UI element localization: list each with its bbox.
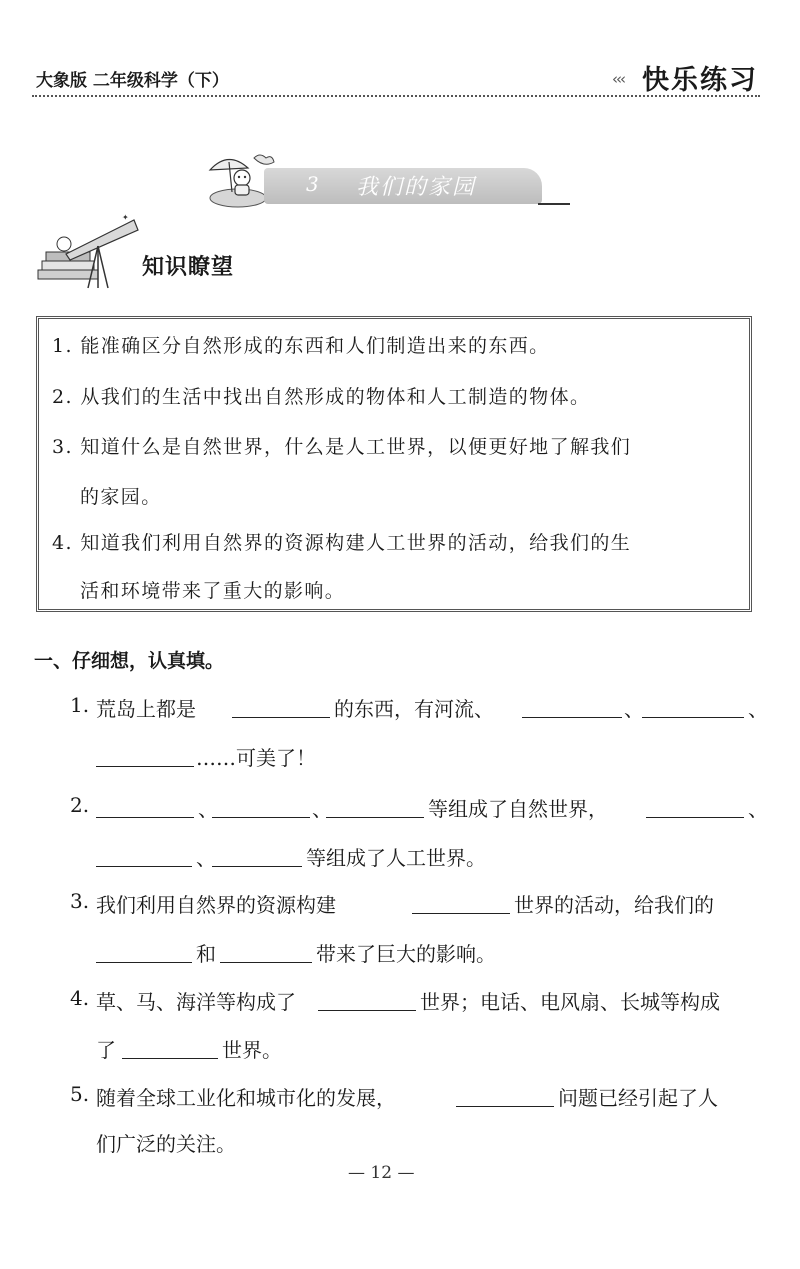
question-text: 、 xyxy=(748,697,768,721)
book-title: 大象版 二年级科学（下） xyxy=(36,71,229,91)
question-text: 了 xyxy=(96,1038,116,1062)
objective-item: 的家园。 xyxy=(80,486,162,508)
answer-blank[interactable] xyxy=(212,817,310,818)
objective-item: 2. 从我们的生活中找出自然形成的物体和人工制造的物体。 xyxy=(52,386,591,408)
answer-blank[interactable] xyxy=(232,717,330,718)
question-text: 等组成了自然世界， xyxy=(428,797,608,821)
question-text: 、 xyxy=(624,697,644,721)
question-number: 2. xyxy=(70,793,90,817)
svg-text:✦: ✦ xyxy=(122,214,129,222)
learning-objectives-box xyxy=(36,316,752,612)
page-number: — 12 — xyxy=(348,1163,415,1183)
series-title: 快乐练习 xyxy=(642,65,758,96)
answer-blank[interactable] xyxy=(96,962,192,963)
answer-blank[interactable] xyxy=(318,1010,416,1011)
question-text: 等组成了人工世界。 xyxy=(306,846,486,870)
question-number: 1. xyxy=(70,693,90,717)
exercise-section-heading: 一、仔细想，认真填。 xyxy=(34,650,225,672)
question-text: 的东西，有河流、 xyxy=(334,697,494,721)
question-text: 、 xyxy=(198,797,218,821)
objective-item: 活和环境带来了重大的影响。 xyxy=(80,580,346,602)
question-text: 带来了巨大的影响。 xyxy=(316,942,496,966)
question-text: 荒岛上都是 xyxy=(96,697,196,721)
answer-blank[interactable] xyxy=(122,1058,218,1059)
lesson-title: 我们的家园 xyxy=(356,175,477,200)
question-text: 、 xyxy=(196,846,216,870)
question-text: 我们利用自然界的资源构建 xyxy=(96,893,336,917)
objective-item: 3. 知道什么是自然世界，什么是人工世界，以便更好地了解我们 xyxy=(52,436,632,458)
question-number: 4. xyxy=(70,986,90,1010)
question-text: 随着全球工业化和城市化的发展， xyxy=(96,1086,396,1110)
series-arrows-icon: ‹‹‹ xyxy=(612,70,624,88)
question-text: 问题已经引起了人 xyxy=(558,1086,718,1110)
question-text: 世界。 xyxy=(222,1038,282,1062)
answer-blank[interactable] xyxy=(646,817,744,818)
answer-blank[interactable] xyxy=(522,717,622,718)
answer-blank[interactable] xyxy=(212,866,302,867)
question-text: 们广泛的关注。 xyxy=(96,1132,236,1156)
question-number: 5. xyxy=(70,1082,90,1106)
answer-blank[interactable] xyxy=(220,962,312,963)
question-text: 和 xyxy=(196,942,216,966)
knowledge-section-heading: 知识瞭望 xyxy=(142,255,235,280)
header-divider xyxy=(32,95,760,97)
objective-item: 4. 知道我们利用自然界的资源构建人工世界的活动，给我们的生 xyxy=(52,532,632,554)
answer-blank[interactable] xyxy=(412,913,510,914)
answer-blank[interactable] xyxy=(326,817,424,818)
answer-blank[interactable] xyxy=(642,717,744,718)
lesson-number: 3 xyxy=(306,172,319,196)
answer-blank[interactable] xyxy=(96,766,194,767)
answer-blank[interactable] xyxy=(96,866,192,867)
answer-blank[interactable] xyxy=(96,817,194,818)
banner-underline xyxy=(538,203,570,205)
answer-blank[interactable] xyxy=(456,1106,554,1107)
question-number: 3. xyxy=(70,889,90,913)
objective-item: 1. 能准确区分自然形成的东西和人们制造出来的东西。 xyxy=(52,335,550,357)
question-text: 、 xyxy=(748,797,768,821)
question-text: 世界的活动，给我们的 xyxy=(514,893,714,917)
question-text: 世界；电话、电风扇、长城等构成 xyxy=(420,990,720,1014)
question-text: 草、马、海洋等构成了 xyxy=(96,990,296,1014)
question-text: 、 xyxy=(312,797,332,821)
telescope-books-illustration xyxy=(36,214,140,292)
question-text: ……可美了！ xyxy=(196,746,316,770)
